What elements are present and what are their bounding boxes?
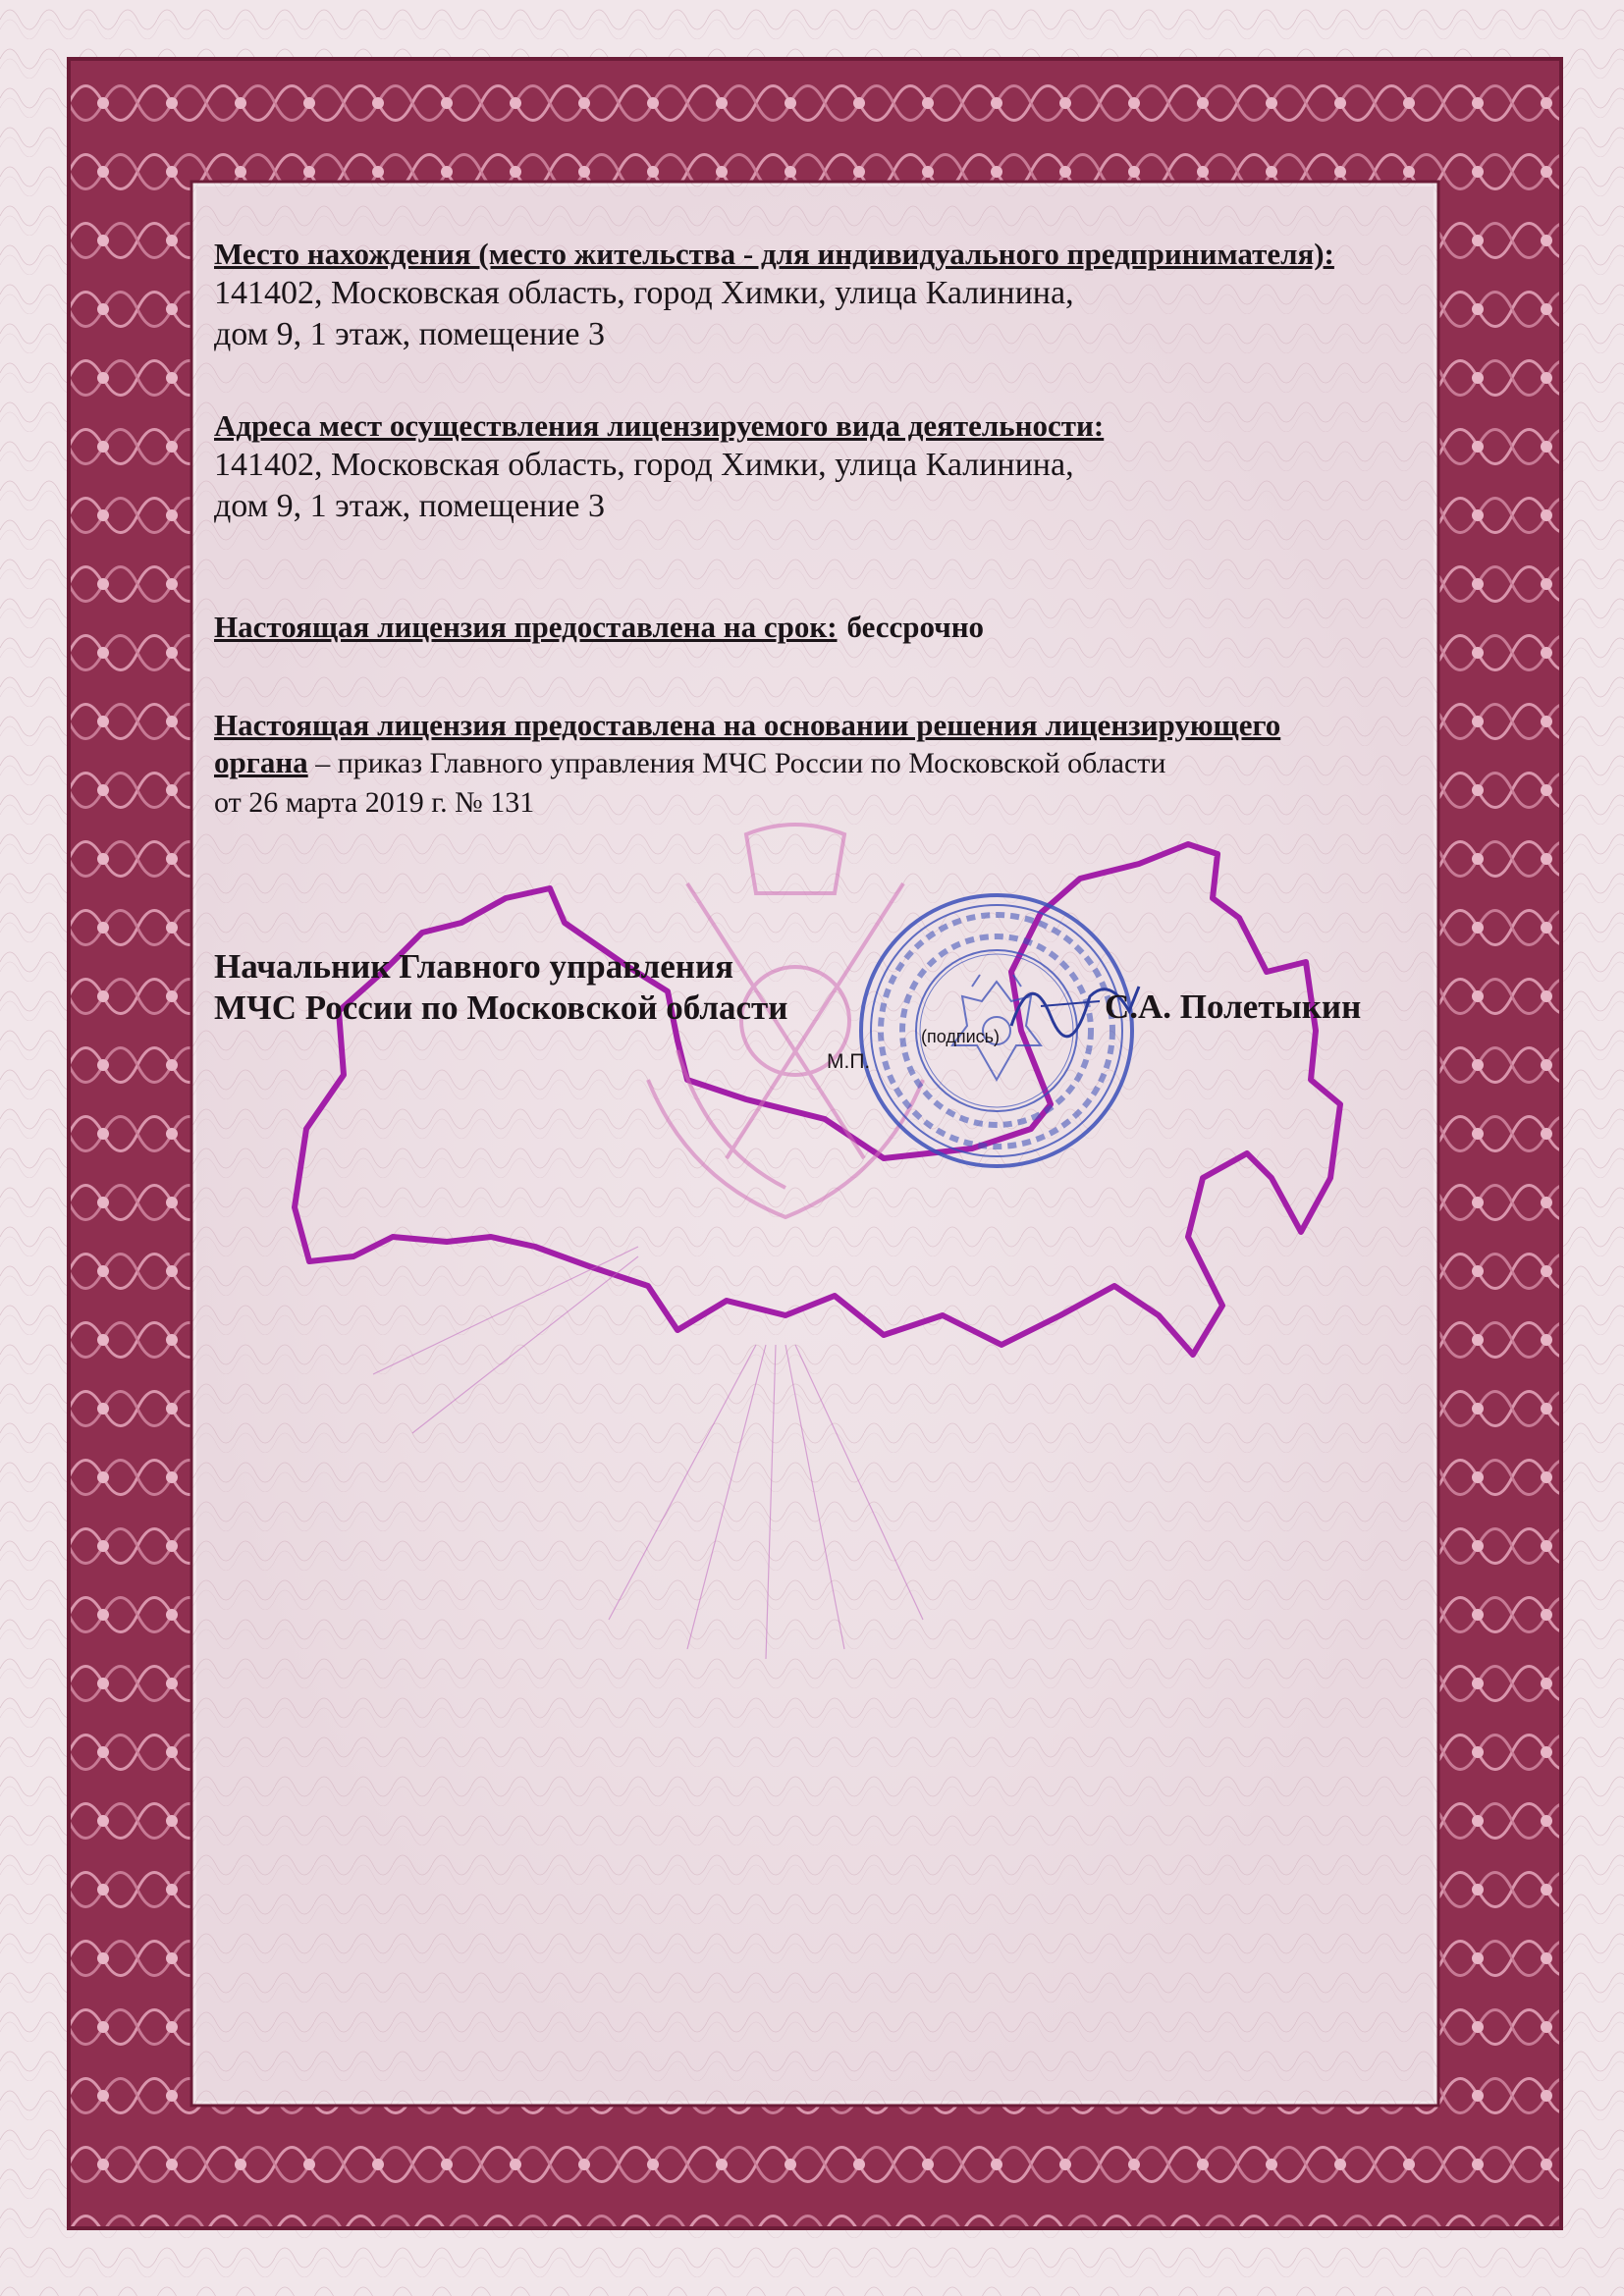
basis-order-text: – приказ Главного управления МЧС России по Московской области: [307, 747, 1166, 779]
activity-address-section: [214, 407, 1432, 527]
signatory-position-line-1: Начальник Главного управления: [214, 947, 734, 986]
location-line-1: 141402, Московская область, город Химки, улица Калинина,: [214, 275, 1074, 311]
signatory-position: [214, 946, 787, 1029]
activity-address-line-2: дом 9, 1 этаж, помещение 3: [214, 488, 606, 524]
signature-caption: (подпись): [921, 1027, 1001, 1046]
term-section: [214, 609, 1432, 646]
basis-section: [214, 707, 1432, 823]
location-label: Место нахождения (место жительства - для индивидуального предпринимателя):: [214, 237, 1334, 271]
basis-label-organ: органа: [214, 745, 308, 779]
signatory-position-line-2: МЧС России по Московской области: [214, 988, 788, 1027]
basis-line-2: [214, 744, 1432, 783]
term-label: Настоящая лицензия предоставлена на срок:: [214, 610, 838, 644]
basis-order-date: от 26 марта 2019 г. № 131: [214, 786, 535, 819]
location-line-2: дом 9, 1 этаж, помещение 3: [214, 316, 606, 352]
location-section: [214, 236, 1432, 355]
activity-address-label: Адреса мест осуществления лицензируемого вида деятельности:: [214, 408, 1105, 443]
activity-address-line-1: 141402, Московская область, город Химки, улица Калинина,: [214, 447, 1074, 483]
basis-label: Настоящая лицензия предоставлена на основании решения лицензирующего: [214, 708, 1281, 742]
term-value: бессрочно: [846, 610, 985, 644]
signatory-name: С.А. Полетыкин: [1105, 988, 1362, 1026]
stamp-place-mark: М.П.: [827, 1050, 871, 1073]
